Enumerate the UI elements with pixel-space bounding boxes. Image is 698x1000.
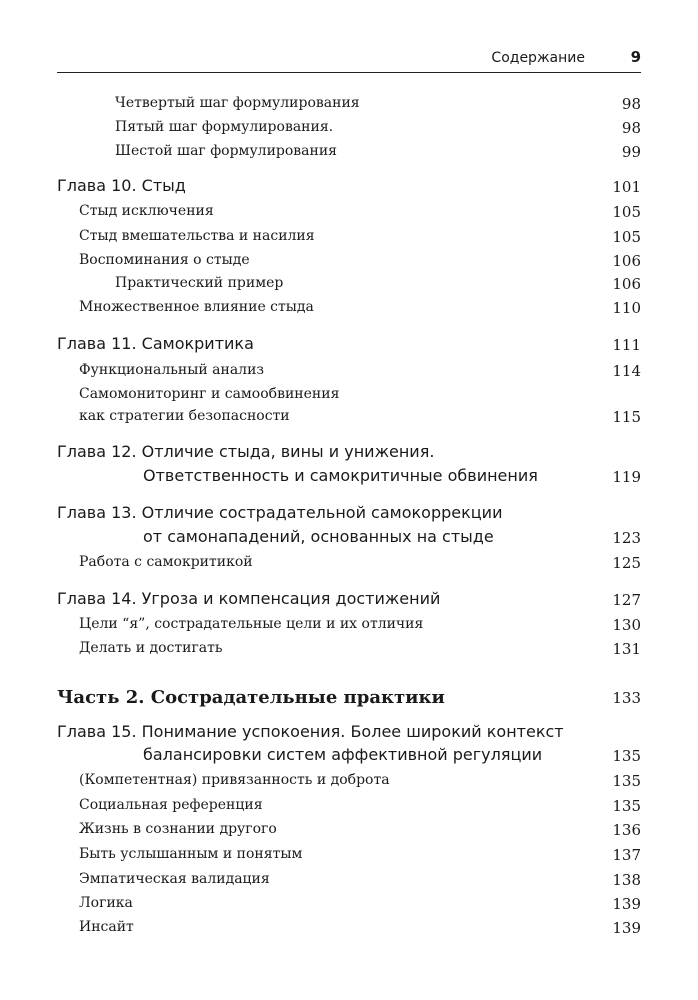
- toc-entry-page: 98: [621, 95, 641, 113]
- toc-entry-page: 139: [612, 919, 641, 937]
- toc-entry-page: 135: [612, 772, 641, 790]
- toc-entry-page: 99: [621, 143, 641, 161]
- toc-entry-page: 115: [612, 408, 641, 426]
- toc-entry-title: Множественное влияние стыда: [79, 299, 314, 315]
- toc-entry-page: 138: [612, 871, 641, 889]
- toc-entry-page: 123: [612, 529, 641, 547]
- toc-part-title: Часть 2. Сострадательные практики: [57, 687, 445, 708]
- toc-chapter-title: Глава 10. Стыд: [57, 176, 186, 195]
- toc-entry-page: 105: [612, 228, 641, 246]
- toc-entry-page: 135: [612, 797, 641, 815]
- running-header-page-number: 9: [630, 48, 641, 66]
- toc-entry-title: Быть услышанным и понятым: [79, 846, 303, 862]
- toc-entry-page: 106: [612, 252, 641, 270]
- toc-entry-page: 130: [612, 616, 641, 634]
- toc-chapter-title: балансировки систем аффективной регуляции: [143, 745, 543, 764]
- toc-entry-page: 133: [612, 689, 641, 707]
- toc-entry-page: 139: [612, 895, 641, 913]
- toc-entry-title: как стратегии безопасности: [79, 408, 290, 424]
- toc-entry-page: 111: [612, 336, 641, 354]
- toc-entry-title: Функциональный анализ: [79, 362, 265, 378]
- toc-entry-title: Цели “я”, сострадательные цели и их отличия: [79, 616, 424, 632]
- toc-entry-page: 114: [612, 362, 641, 380]
- toc-chapter-title: Ответственность и самокритичные обвинения: [143, 466, 538, 485]
- toc-entry-page: 135: [612, 747, 641, 765]
- toc-entry-page: 101: [612, 178, 641, 196]
- toc-entry-page: 137: [612, 846, 641, 864]
- toc-entry-title: Пятый шаг формулирования.: [115, 119, 334, 135]
- toc-entry-page: 105: [612, 203, 641, 221]
- toc-entry-page: 125: [612, 554, 641, 572]
- running-header-section: Содержание: [491, 50, 585, 66]
- toc-entry-page: 98: [621, 119, 641, 137]
- toc-entry-title: Логика: [79, 895, 133, 911]
- toc-entry-title: Работа с самокритикой: [79, 554, 253, 570]
- toc-entry-title: Шестой шаг формулирования: [115, 143, 338, 159]
- toc-entry-title: Практический пример: [115, 275, 284, 291]
- toc-chapter-title: Глава 12. Отличие стыда, вины и унижения.: [57, 442, 435, 461]
- toc-entry-page: 131: [612, 640, 641, 658]
- toc-entry-title: Самомониторинг и самообвинения: [79, 386, 340, 402]
- toc-entry-title: Воспоминания о стыде: [79, 252, 250, 268]
- toc-entry-page: 127: [612, 591, 641, 609]
- toc-entry-page: 119: [612, 468, 641, 486]
- toc-entry-title: Социальная референция: [79, 797, 263, 813]
- toc-entry-title: Инсайт: [79, 919, 134, 935]
- toc-entry-title: Стыд вмешательства и насилия: [79, 228, 315, 244]
- toc-chapter-title: от самонападений, основанных на стыде: [143, 527, 494, 546]
- running-header: [57, 44, 641, 73]
- toc-entry-title: Делать и достигать: [79, 640, 223, 656]
- toc-chapter-title: Глава 14. Угроза и компенсация достижений: [57, 589, 441, 608]
- toc-entry-title: (Компетентная) привязанность и доброта: [79, 772, 390, 788]
- toc-entry-title: Стыд исключения: [79, 203, 214, 219]
- toc-entry-title: Жизнь в сознании другого: [79, 821, 277, 837]
- toc-chapter-title: Глава 13. Отличие сострадательной самокоррекции: [57, 503, 503, 522]
- toc-entry-page: 136: [612, 821, 641, 839]
- toc-entry-title: Четвертый шаг формулирования: [115, 95, 360, 111]
- toc-chapter-title: Глава 15. Понимание успокоения. Более широкий контекст: [57, 722, 564, 741]
- toc-entry-page: 110: [612, 299, 641, 317]
- toc-entry-title: Эмпатическая валидация: [79, 871, 270, 887]
- toc-entry-page: 106: [612, 275, 641, 293]
- toc-chapter-title: Глава 11. Самокритика: [57, 334, 254, 353]
